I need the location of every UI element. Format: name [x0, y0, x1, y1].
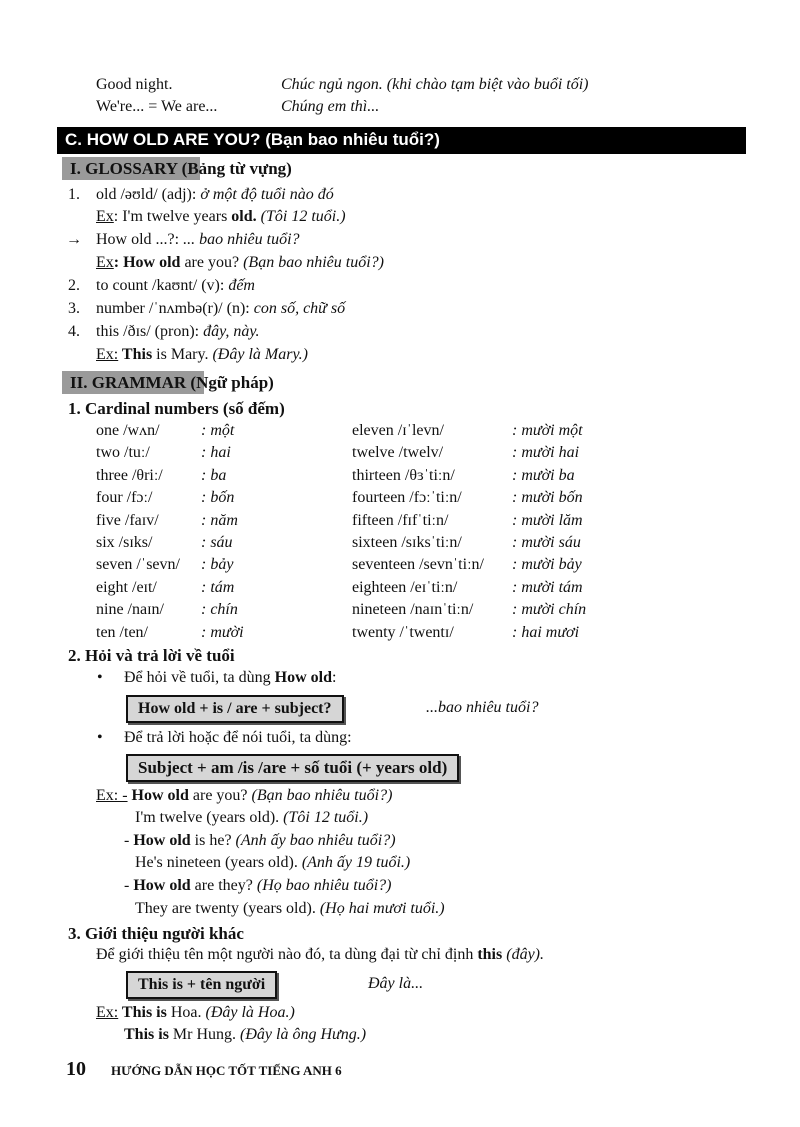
bullet-answer-age: Để trả lời hoặc để nói tuổi, ta dùng:: [124, 729, 352, 746]
age-example-6: They are twenty (years old). (Họ hai mươi tuổi.): [135, 900, 445, 917]
book-title: HƯỚNG DẪN HỌC TỐT TIẾNG ANH 6: [111, 1063, 342, 1078]
age-title: 2. Hỏi và trả lời về tuổi: [68, 646, 235, 665]
number-left-word-5: five /faɪv/: [96, 511, 159, 529]
bullet-icon: •: [97, 729, 103, 746]
glossary-marker-3: 3.: [68, 300, 80, 317]
bullet-ask-age: Để hỏi về tuổi, ta dùng How old:: [124, 669, 337, 686]
formula-how-old: How old + is / are + subject?: [126, 695, 344, 723]
number-left-word-9: nine /naɪn/: [96, 601, 164, 619]
cardinal-title: 1. Cardinal numbers (số đếm): [68, 399, 285, 418]
number-right-word-4: fourteen /fɔːˈtiːn/: [352, 489, 462, 507]
number-left-word-8: eight /eɪt/: [96, 578, 157, 596]
formula-this-is-vi: Đây là...: [368, 975, 424, 992]
number-right-word-6: sixteen /sɪksˈtiːn/: [352, 534, 462, 551]
number-left-word-1: one /wʌn/: [96, 422, 160, 439]
number-right-meaning-1: : mười một: [512, 422, 583, 439]
number-right-meaning-2: : mười hai: [512, 444, 580, 462]
glossary-example-2: Ex: How old are you? (Bạn bao nhiêu tuổi?): [96, 254, 384, 271]
glossary-example-1: Ex: I'm twelve years old. (Tôi 12 tuổi.): [96, 208, 346, 225]
number-left-word-4: four /fɔː/: [96, 489, 153, 507]
top-line-vi-2: Chúng em thì...: [281, 98, 380, 115]
age-example-2: I'm twelve (years old). (Tôi 12 tuổi.): [135, 809, 369, 826]
section-c-title: C. HOW OLD ARE YOU? (Bạn bao nhiêu tuổi?): [65, 130, 440, 149]
glossary-example-3: Ex: This is Mary. (Đây là Mary.): [96, 346, 308, 363]
number-left-meaning-8: : tám: [201, 578, 235, 596]
number-right-word-1: eleven /ɪˈlevn/: [352, 422, 444, 439]
intro-example-1: Ex: This is Hoa. (Đây là Hoa.): [96, 1004, 295, 1021]
intro-text: Để giới thiệu tên một người nào đó, ta dùng đại từ chỉ định this (đây).: [96, 946, 544, 963]
grammar-heading: [62, 371, 274, 394]
number-right-meaning-6: : mười sáu: [512, 534, 581, 551]
number-left-meaning-2: : hai: [201, 444, 231, 462]
number-right-meaning-7: : mười bảy: [512, 556, 582, 574]
number-right-word-3: thirteen /θɜˈtiːn/: [352, 466, 455, 484]
top-line-en-1: Good night.: [96, 76, 173, 93]
number-left-word-7: seven /ˈsevn/: [96, 556, 180, 574]
top-line-en-2: We're... = We are...: [96, 98, 218, 115]
glossary-item-how-old: How old ...?: ... bao nhiêu tuổi?: [96, 231, 300, 248]
number-right-meaning-9: : mười chín: [512, 601, 587, 619]
number-right-meaning-5: : mười lăm: [512, 511, 583, 529]
number-left-meaning-7: : bảy: [201, 556, 234, 574]
number-left-meaning-10: : mười: [201, 623, 244, 641]
number-right-word-8: eighteen /eɪˈtiːn/: [352, 578, 458, 596]
number-left-word-10: ten /ten/: [96, 623, 148, 641]
number-right-meaning-4: : mười bốn: [512, 489, 583, 507]
number-right-word-5: fifteen /fɪfˈtiːn/: [352, 511, 449, 529]
glossary-title: I. GLOSSARY: [70, 159, 178, 178]
number-left-meaning-5: : năm: [201, 511, 238, 529]
glossary-item-3: number /ˈnʌmbə(r)/ (n): con số, chữ số: [96, 300, 346, 317]
glossary-marker-4: 4.: [68, 323, 80, 340]
number-left-meaning-9: : chín: [201, 601, 238, 619]
top-line-vi-1: Chúc ngủ ngon. (khi chào tạm biệt vào buổi tối): [281, 76, 589, 93]
age-example-3: - How old is he? (Anh ấy bao nhiêu tuổi?): [124, 832, 396, 849]
number-left-word-3: three /θriː/: [96, 466, 163, 484]
glossary-title-vi: (Bảng từ vựng): [181, 159, 292, 178]
arrow-right-icon: →: [66, 231, 82, 248]
number-left-meaning-6: : sáu: [201, 534, 233, 551]
number-right-meaning-3: : mười ba: [512, 466, 575, 484]
formula-answer-age: Subject + am /is /are + số tuổi (+ years old): [126, 754, 459, 782]
glossary-heading: [62, 157, 292, 180]
grammar-title: II. GRAMMAR: [70, 373, 187, 392]
glossary-item-1: old /əʊld/ (adj): ở một độ tuổi nào đó: [96, 186, 334, 203]
number-left-meaning-1: : một: [201, 422, 235, 439]
bullet-icon: •: [97, 669, 103, 686]
glossary-marker-1: 1.: [68, 186, 80, 203]
glossary-item-4: this /ðɪs/ (pron): đây, này.: [96, 323, 260, 340]
formula-this-is: This is + tên người: [126, 971, 277, 999]
age-example-5: - How old are they? (Họ bao nhiêu tuổi?): [124, 877, 392, 894]
intro-example-2: This is Mr Hung. (Đây là ông Hưng.): [124, 1026, 367, 1043]
glossary-item-2: to count /kaʊnt/ (v): đếm: [96, 277, 255, 294]
grammar-title-vi: (Ngữ pháp): [190, 373, 274, 392]
intro-title: 3. Giới thiệu người khác: [68, 924, 244, 943]
number-left-word-6: six /sɪks/: [96, 534, 153, 551]
number-right-word-9: nineteen /naɪnˈtiːn/: [352, 601, 474, 619]
number-left-meaning-3: : ba: [201, 466, 227, 484]
age-example-4: He's nineteen (years old). (Anh ấy 19 tuổi.): [135, 854, 411, 871]
age-example-1: Ex: - How old are you? (Bạn bao nhiêu tuổi?): [96, 787, 393, 804]
number-right-meaning-10: : hai mươi: [512, 623, 580, 641]
number-right-word-10: twenty /ˈtwentɪ/: [352, 623, 454, 641]
formula-how-old-vi: ...bao nhiêu tuổi?: [426, 699, 539, 716]
glossary-marker-2: 2.: [68, 277, 80, 294]
number-left-word-2: two /tuː/: [96, 444, 150, 462]
number-left-meaning-4: : bốn: [201, 489, 235, 507]
section-c-bar: [57, 127, 746, 154]
number-right-meaning-8: : mười tám: [512, 578, 583, 596]
number-right-word-2: twelve /twelv/: [352, 444, 444, 462]
page-number: 10: [66, 1058, 86, 1080]
number-right-word-7: seventeen /sevnˈtiːn/: [352, 556, 484, 574]
